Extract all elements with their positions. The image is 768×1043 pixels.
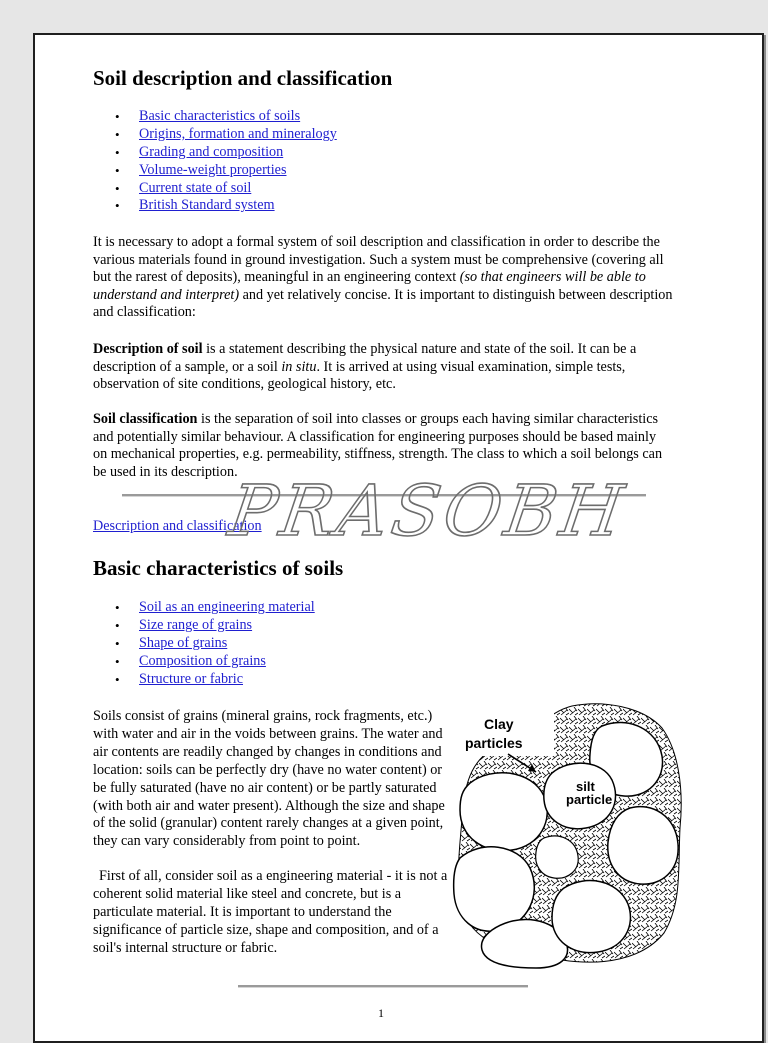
list-item [93,617,315,635]
list-item [93,108,337,126]
intro-text-b: and yet relatively concise. It is important to distinguish between description and classification: [93,286,673,321]
link-composition-of-grains[interactable]: Composition of grains [139,652,266,669]
link-grading[interactable]: Grading and composition [139,143,284,160]
list-item [93,197,337,215]
grain [536,836,579,878]
page-number: 1 [378,1006,384,1020]
description-text-italic: in situ [281,358,317,375]
link-british-standard[interactable]: British Standard system [139,197,275,214]
description-text-b: . It is arrived at using visual examination, simple tests, observation of site conditions, geological history, etc. [93,358,626,393]
clay-label-line1: Clay [484,716,514,732]
link-engineering-material[interactable]: Soil as an engineering material [139,599,315,615]
section1-link-list [93,108,337,215]
grain [454,847,535,931]
list-item [93,180,337,198]
section2-link-list [93,599,315,688]
list-item [93,126,337,144]
list-item [93,144,337,162]
grain [552,881,630,953]
classification-term: Soil classification [93,411,198,427]
backlink-paragraph [93,518,262,536]
link-structure-fabric[interactable]: Structure or fabric [139,670,243,687]
list-item [93,653,315,671]
link-volume-weight[interactable]: Volume-weight properties [139,161,287,178]
classification-text: is the separation of soil into classes or groups each having similar characteristics and potentially similar behaviour. A classification for engineering purposes should be based mainly on mechanical properties, e.g. permeability, stiffness, strength. The class to which a soil belongs can be used in its description. [93,411,663,480]
soil-structure-figure [452,698,688,970]
link-current-state[interactable]: Current state of soil [139,179,252,196]
silt-label-line1: silt [576,779,595,794]
section-title-soil-description: Soil description and classification [93,66,393,90]
intro-paragraph [93,234,683,322]
link-shape-of-grains[interactable]: Shape of grains [139,634,228,651]
link-origins[interactable]: Origins, formation and mineralogy [139,125,337,142]
intro-text-a: It is necessary to adopt a formal system of soil description and classification in order to describe the various materials found in ground investigation. Such a system must be comprehensive (covering all but the rarest of deposits), meaningful in an engineering context [93,234,664,286]
grain [460,773,547,851]
description-text-a: is a statement describing the physical nature and state of the soil. It can be a description of a sample, or a soil [93,341,637,375]
clay-label-line2: particles [465,735,523,751]
list-item [93,671,315,689]
description-paragraph [93,341,683,394]
link-description-and-classification[interactable]: Description and classification [93,518,262,534]
section-title-basic-characteristics: Basic characteristics of soils [93,556,344,580]
description-term: Description of soil [93,341,203,357]
list-item [93,635,315,653]
footer-divider [238,985,528,988]
link-size-range[interactable]: Size range of grains [139,616,253,633]
list-item [93,599,315,617]
link-basic-characteristics[interactable]: Basic characteristics of soils [139,108,301,124]
list-item [93,162,337,180]
section-divider [122,494,646,497]
soil-grains-paragraph: Soils consist of grains (mineral grains, rock fragments, etc.) with water and air in the voids between grains. The water and air contents are readily changed by changes in conditions and location: soils can be perfectly dry (have no water content) or be fully saturated (have no air content) or be partly saturated (with both air and water present). Although the size and shape of the solid (granular) content rarely changes at a given point, they can vary considerably from point to point. [93,708,445,850]
intro-text-italic: (so that engineers will be able to understand and interpret) [93,269,646,303]
classification-paragraph [93,411,673,481]
silt-label-line2: particle [566,792,613,807]
grain [608,807,678,885]
engineering-material-paragraph: First of all, consider soil as a engineering material - it is not a coherent solid material like steel and concrete, but is a particulate material. It is important to understand the significance of particle size, shape and composition, and of a soil's internal structure or fabric. [93,868,448,956]
